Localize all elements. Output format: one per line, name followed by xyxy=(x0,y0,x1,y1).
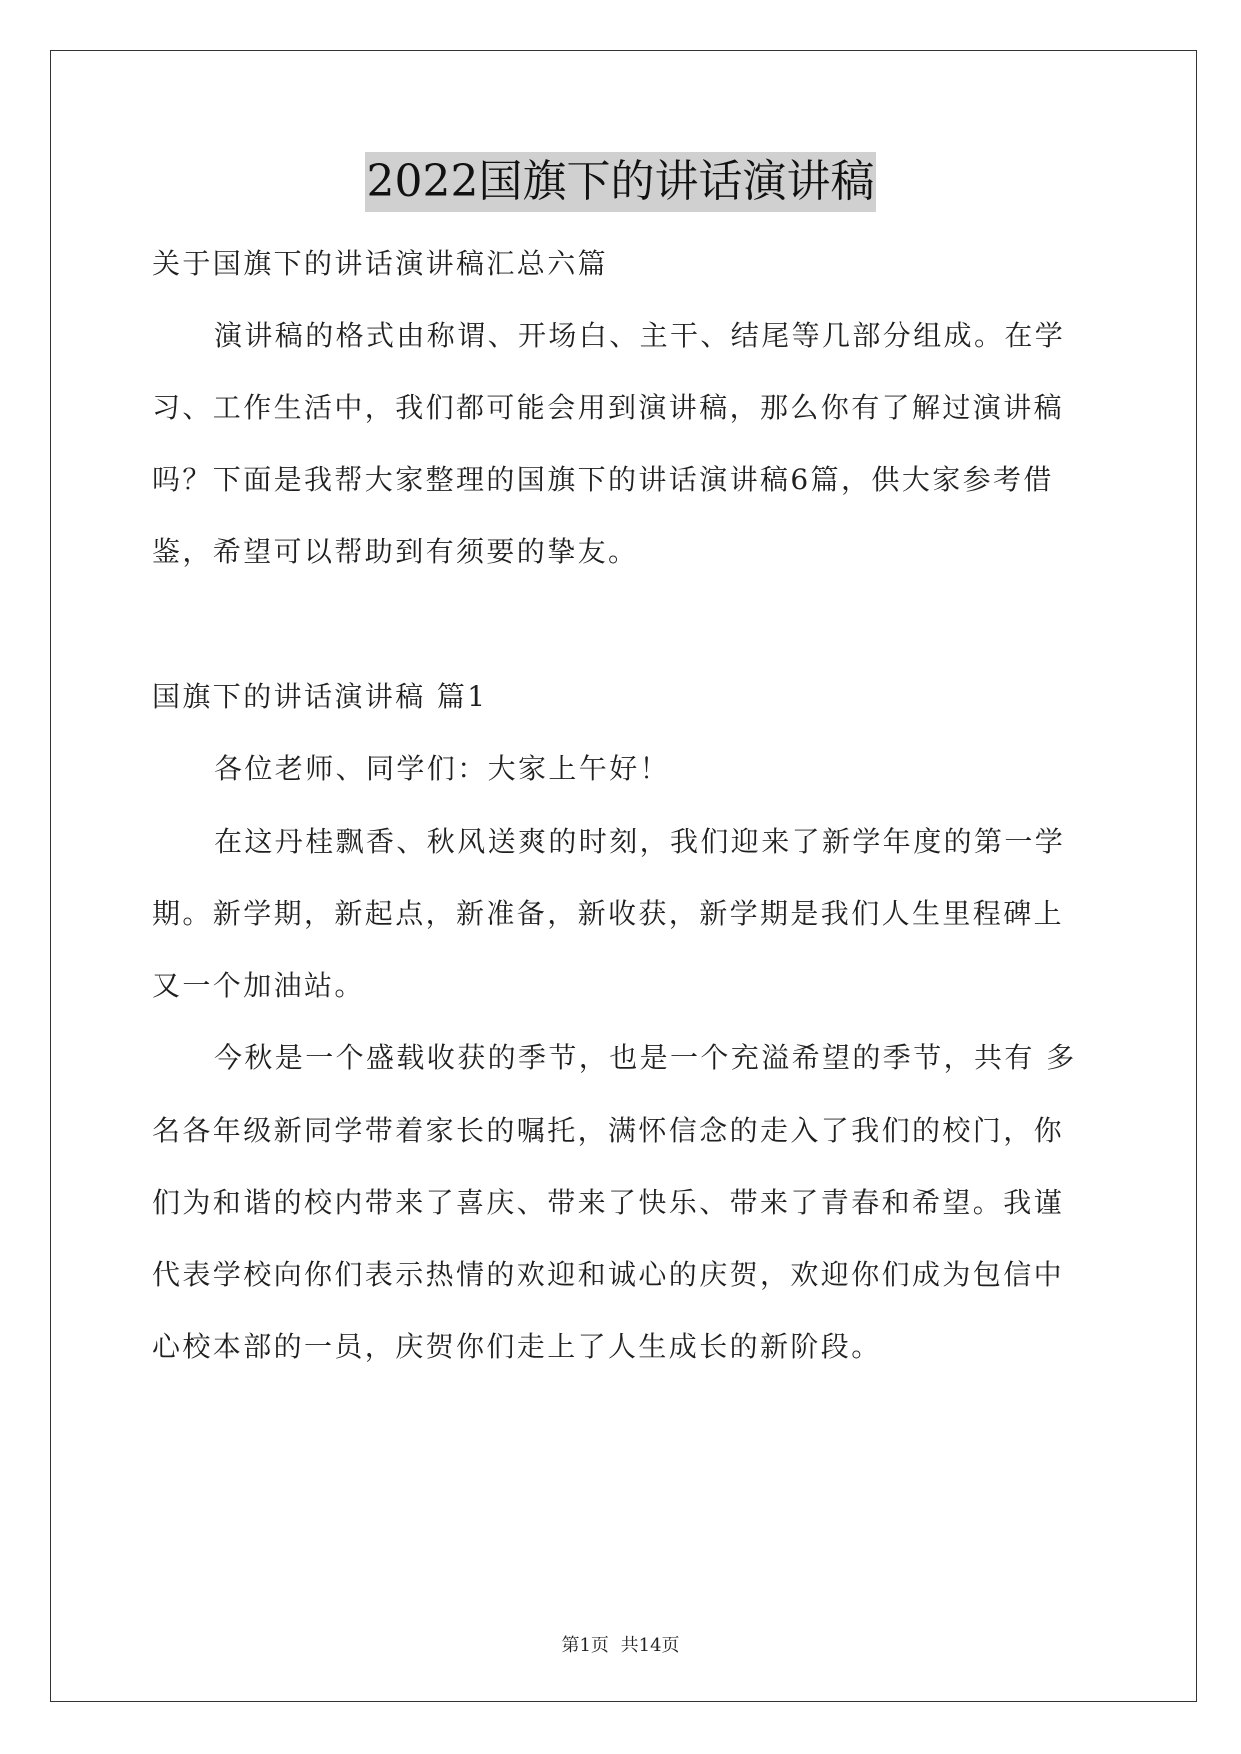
title-container xyxy=(0,152,1241,212)
page-footer xyxy=(0,1633,1241,1659)
paragraph-line: 今秋是一个盛载收获的季节，也是一个充溢希望的季节，共有 多 xyxy=(214,1041,1077,1074)
section-heading: 国旗下的讲话演讲稿 篇1 xyxy=(152,680,488,713)
paragraph-line: 在这丹桂飘香、秋风送爽的时刻，我们迎来了新学年度的第一学 xyxy=(214,825,1066,858)
paragraph-line: 期。新学期，新起点，新准备，新收获，新学期是我们人生里程碑上 xyxy=(152,897,1065,930)
paragraph-line: 习、工作生活中，我们都可能会用到演讲稿，那么你有了解过演讲稿 xyxy=(152,391,1065,424)
paragraph-line: 鉴，希望可以帮助到有须要的挚友。 xyxy=(152,535,639,568)
page-number: 第1页 xyxy=(561,1635,609,1656)
paragraph-line: 各位老师、同学们：大家上午好！ xyxy=(214,752,671,785)
subtitle-line: 关于国旗下的讲话演讲稿汇总六篇 xyxy=(152,247,609,280)
paragraph-line: 又一个加油站。 xyxy=(152,969,365,1002)
paragraph-line: 名各年级新同学带着家长的嘱托，满怀信念的走入了我们的校门，你 xyxy=(152,1114,1065,1147)
page-border xyxy=(50,50,1197,1702)
paragraph-line: 吗？下面是我帮大家整理的国旗下的讲话演讲稿6篇，供大家参考借 xyxy=(152,463,1054,496)
paragraph-line: 心校本部的一员，庆贺你们走上了人生成长的新阶段。 xyxy=(152,1330,882,1363)
paragraph-line: 代表学校向你们表示热情的欢迎和诚心的庆贺，欢迎你们成为包信中 xyxy=(152,1258,1065,1291)
paragraph-line: 们为和谐的校内带来了喜庆、带来了快乐、带来了青春和希望。我谨 xyxy=(152,1186,1065,1219)
document-title: 2022国旗下的讲话演讲稿 xyxy=(365,152,877,212)
page-total: 共14页 xyxy=(620,1635,680,1656)
paragraph-line: 演讲稿的格式由称谓、开场白、主干、结尾等几部分组成。在学 xyxy=(214,319,1066,352)
